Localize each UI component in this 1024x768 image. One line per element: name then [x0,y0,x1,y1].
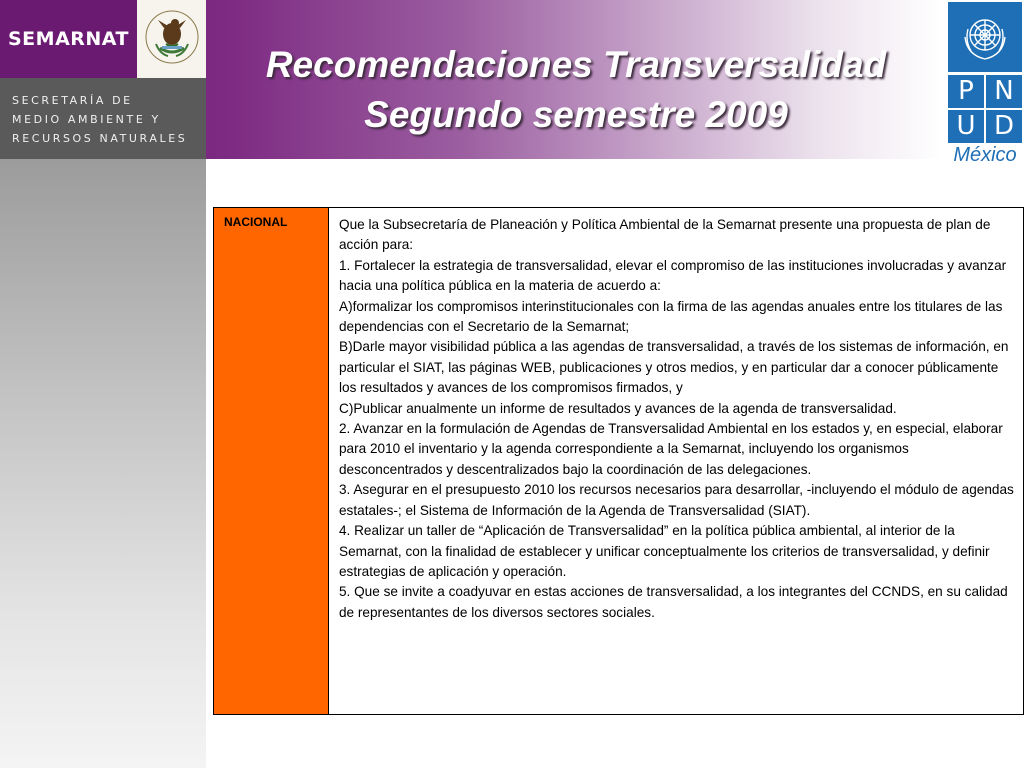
pnud-letter-u: U [948,110,984,143]
pnud-letter-n: N [986,75,1022,108]
recommendations-table [213,207,1024,715]
paragraph-5: 5. Que se invite a coadyuvar en estas acciones de transversalidad, a los integrantes del CCNDS, en su calidad de representantes de los diversos sectores sociales. [339,584,1008,620]
secretaria-subtitle [0,78,206,159]
page-title [206,40,946,140]
pnud-letter-d: D [986,110,1022,143]
pnud-letter-p: P [948,75,984,108]
paragraph-intro: Que la Subsecretaría de Planeación y Política Ambiental de la Semarnat presente una propuesta de plan de acción para: [339,217,991,253]
paragraph-2: 2. Avanzar en la formulación de Agendas de Transversalidad Ambiental en los estados y, en especial, elaborar para 2010 el inventario y la agenda correspondiente a la Semarnat, incluyendo los organismos desconcentrados y descentralizados bajo la coordinación de las delegaciones. [339,421,1003,477]
paragraph-1c: C)Publicar anualmente un informe de resultados y avances de la agenda de transversalidad. [339,400,897,416]
logo-text: SEMARNAT [8,28,129,50]
table-label-cell [214,208,329,714]
paragraph-1: 1. Fortalecer la estrategia de transversalidad, elevar el compromiso de las instituciones involucradas y avanzar hacia una política pública en la materia de acuerdo a: [339,257,1007,294]
paragraph-1a: A)formalizar los compromisos interinstitucionales con la firma de las agendas anuales entre los titulares de las dependencias con el Secretario de la Semarnat; [339,298,1003,335]
pnud-letters [948,75,1022,143]
paragraph-3: 3. Asegurar en el presupuesto 2010 los recursos necesarios para desarrollar, -incluyendo el módulo de agendas estatales-; el Sistema de Información de la Agenda de Transversalidad (SIAT). [339,482,1014,518]
semarnat-logo [0,0,137,78]
subtitle-line-1: SECRETARÍA DE [12,94,133,107]
subtitle-line-2: MEDIO AMBIENTE Y [12,113,161,126]
paragraph-1b: B)Darle mayor visibilidad pública a las agendas de transversalidad, a través de los sistemas de información, en particular el SIAT, las páginas WEB, publicaciones y otros medios, y en particular dar a conocer públicamente los resultados y avances de los compromisos firmados, y [339,339,1009,396]
title-line-1: Recomendaciones Transversalidad [265,44,887,85]
pnud-logo [948,2,1022,167]
mexican-coat-of-arms-icon [137,0,206,78]
title-line-2: Segundo semestre 2009 [364,94,788,135]
left-side-strip [0,159,206,768]
pnud-country: México [953,144,1017,166]
table-label: NACIONAL [224,215,288,229]
table-content-cell [329,208,1023,714]
un-emblem-icon [948,2,1022,72]
subtitle-line-3: RECURSOS NATURALES [12,132,188,145]
paragraph-4: 4. Realizar un taller de “Aplicación de Transversalidad” en la política pública ambiental, al interior de la Semarnat, con la finalidad de establecer y unificar conceptualmente los criterios de transversalidad, y definir estrategias de aplicación y operación. [339,523,990,579]
